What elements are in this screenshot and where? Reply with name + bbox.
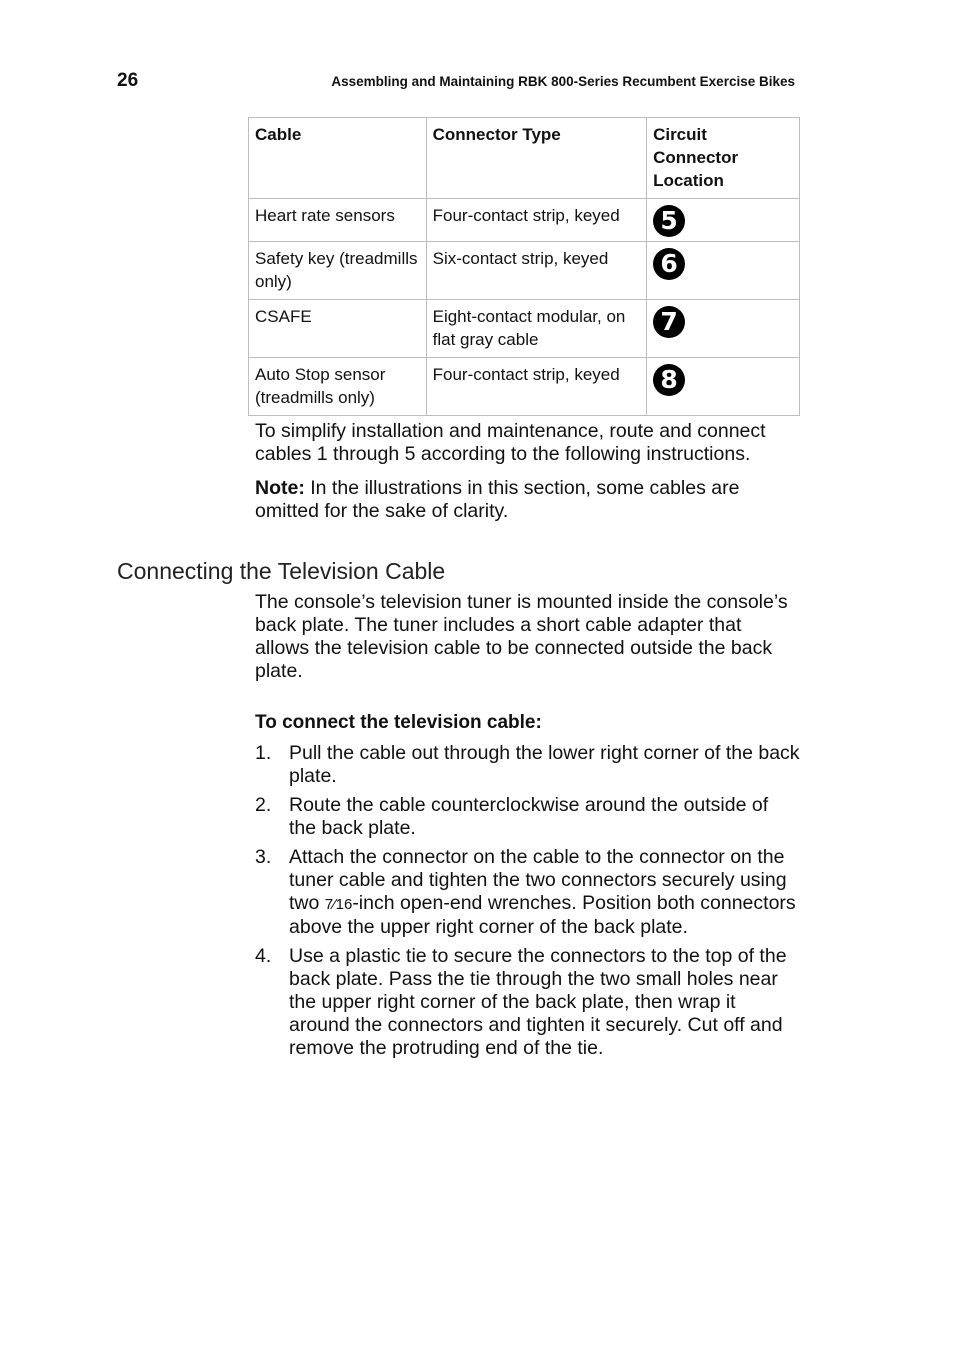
cable-cell: Auto Stop sensor (treadmills only) — [249, 358, 427, 416]
location-cell — [647, 358, 800, 416]
page-number: 26 — [117, 70, 139, 91]
step-text-after: -inch open-end wrenches. Position both connectors above the upper right corner of the back plate. — [289, 892, 796, 938]
intro-paragraph-block — [255, 420, 800, 466]
intro-paragraph: To simplify installation and maintenance, route and connect cables 1 through 5 according to the following instructions. — [255, 420, 766, 465]
location-cell — [647, 242, 800, 300]
note-text: In the illustrations in this section, some cables are omitted for the sake of clarity. — [255, 477, 740, 522]
table-row — [249, 358, 800, 416]
table-header-row — [249, 118, 800, 199]
cable-cell: Heart rate sensors — [249, 199, 427, 242]
cable-cell: CSAFE — [249, 300, 427, 358]
list-item — [255, 742, 800, 788]
column-header-cable: Cable — [249, 118, 427, 199]
cable-cell: Safety key (treadmills only) — [249, 242, 427, 300]
connector-location-badge-icon: 5 — [653, 205, 685, 237]
step-number: 1. — [255, 742, 272, 764]
table-row — [249, 242, 800, 300]
section-paragraph: The console’s television tuner is mounted inside the console’s back plate. The tuner includes a short cable adapter that allows the television cable to be connected outside the back plate. — [255, 591, 788, 682]
procedure-heading: To connect the television cable: — [255, 712, 542, 733]
note-block — [255, 477, 800, 523]
list-item — [255, 945, 800, 1060]
section-heading: Connecting the Television Cable — [117, 558, 446, 584]
note-paragraph — [255, 477, 800, 523]
cable-connector-table — [248, 117, 800, 416]
connector-type-cell: Four-contact strip, keyed — [426, 358, 646, 416]
connector-location-badge-icon: 7 — [653, 306, 685, 338]
procedure-steps — [255, 742, 800, 1066]
column-header-location: Circuit Connector Location — [647, 118, 800, 199]
table-row — [249, 199, 800, 242]
list-item — [255, 794, 800, 840]
location-cell — [647, 300, 800, 358]
list-item — [255, 846, 800, 939]
location-cell — [647, 199, 800, 242]
step-number: 2. — [255, 794, 272, 816]
section-paragraph-block — [255, 591, 800, 683]
connector-type-cell: Eight-contact modular, on flat gray cable — [426, 300, 646, 358]
running-header: Assembling and Maintaining RBK 800-Series Recumbent Exercise Bikes — [331, 74, 795, 89]
connector-location-badge-icon: 6 — [653, 248, 685, 280]
step-text: Pull the cable out through the lower right corner of the back plate. — [289, 742, 800, 787]
wrench-size-fraction: 7⁄16 — [324, 896, 353, 913]
note-label: Note: — [255, 477, 305, 499]
step-text: Route the cable counterclockwise around the outside of the back plate. — [289, 794, 769, 839]
connector-location-badge-icon: 8 — [653, 364, 685, 396]
step-number: 3. — [255, 846, 272, 868]
column-header-connector-type: Connector Type — [426, 118, 646, 199]
step-number: 4. — [255, 945, 272, 967]
connector-type-cell: Four-contact strip, keyed — [426, 199, 646, 242]
step-text: Use a plastic tie to secure the connectors to the top of the back plate. Pass the tie through the two small holes near the upper right corner of the back plate, then wrap it around the connectors and tighten it securely. Cut off and remove the protruding end of the tie. — [289, 945, 787, 1059]
connector-type-cell: Six-contact strip, keyed — [426, 242, 646, 300]
table-row — [249, 300, 800, 358]
step-text-before: Attach the connector on the cable to the connector on the tuner cable and tighten the two connectors securely using two — [289, 846, 787, 914]
